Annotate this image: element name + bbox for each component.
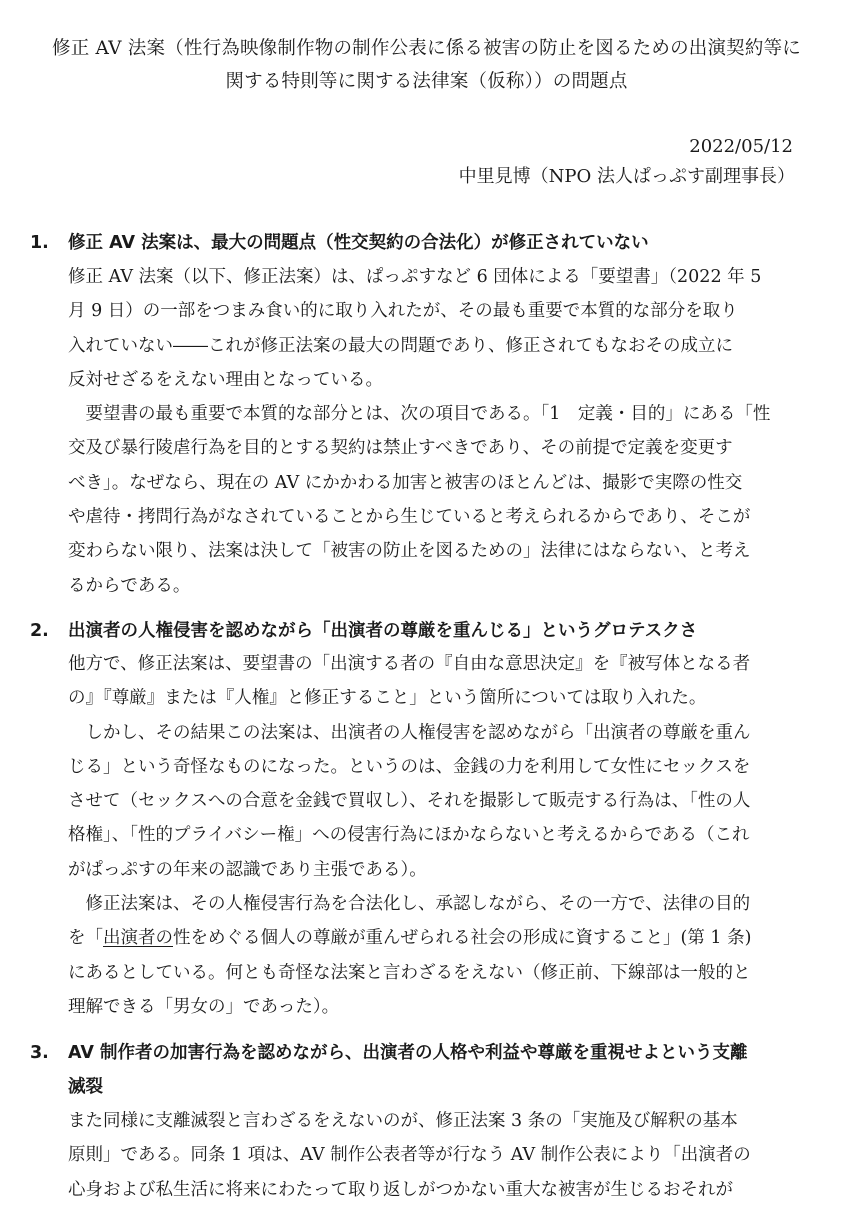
body-line: るからである。	[68, 575, 191, 596]
body-line: 交及び暴行陵虐行為を目的とする契約は禁止すべきであり、その前提で定義を変更す	[68, 438, 733, 459]
section-heading-1	[30, 226, 810, 260]
section-heading-text: 修正 AV 法案は、最大の問題点（性交契約の合法化）が修正されていない	[68, 233, 649, 253]
section-number: 3.	[30, 1043, 49, 1063]
title-line: 修正 AV 法案（性行為映像制作物の制作公表に係る被害の防止を図るための出演契約等に	[52, 38, 801, 59]
section-heading-text: AV 制作者の加害行為を認めながら、出演者の人格や利益や尊厳を重視せよという支離	[68, 1043, 748, 1063]
section-body-1	[68, 260, 796, 603]
body-line: 心身および私生活に将来にわたって取り返しがつかない重大な被害が生じるおそれが	[68, 1179, 733, 1200]
body-line: また同様に支離滅裂と言わざるをえないのが、修正法案 3 条の「実施及び解釈の基本	[68, 1111, 738, 1131]
section-heading-text: 出演者の人権侵害を認めながら「出演者の尊厳を重んじる」というグロテスクさ	[68, 621, 698, 641]
section-heading-text: 滅裂	[68, 1077, 103, 1097]
document-date: 2022/05/12	[689, 136, 793, 157]
body-line: 入れていない――これが修正法案の最大の問題であり、修正されてもなおその成立に	[68, 335, 733, 356]
body-line: 月 9 日）の一部をつまみ食い的に取り入れたが、その最も重要で本質的な部分を取り	[68, 301, 738, 322]
body-line: 修正法案は、その人権侵害行為を合法化し、承認しながら、その一方で、法律の目的	[68, 894, 751, 915]
section-heading-2	[30, 614, 810, 648]
body-line: 理解できる「男女の」であった）。	[68, 996, 340, 1017]
document-author: 中里見博（NPO 法人ぱっぷす副理事長）	[458, 166, 795, 187]
body-line: や虐待・拷問行為がなされていることから生じていると考えられるからであり、そこが	[68, 507, 751, 528]
body-line: させて（セックスへの合意を金銭で買収し）、それを撮影して販売する行為は、「性の人	[68, 791, 751, 812]
body-line: 修正 AV 法案（以下、修正法案）は、ぱっぷすなど 6 団体による「要望書」（2022 年 5	[68, 267, 762, 287]
underlined-phrase: 出演者の	[103, 928, 173, 949]
body-line-with-underline: を「出演者の性をめぐる個人の尊厳が重んぜられる社会の形成に資すること」(第 1 条)	[68, 928, 752, 949]
section-number: 2.	[30, 621, 49, 641]
body-line: にあるとしている。何とも奇怪な法案と言わざるをえない（修正前、下線部は一般的と	[68, 962, 751, 983]
body-line: 他方で、修正法案は、要望書の「出演する者の『自由な意思決定』を『被写体となる者	[68, 654, 751, 674]
section-body-3	[68, 1104, 796, 1207]
body-line: 反対せざるをえない理由となっている。	[68, 369, 383, 390]
body-line: しかし、その結果この法案は、出演者の人権侵害を認めながら「出演者の尊厳を重ん	[68, 722, 751, 743]
section-number: 1.	[30, 233, 49, 253]
body-line: 要望書の最も重要で本質的な部分とは、次の項目である。「1 定義・目的」にある「性	[68, 404, 771, 425]
body-line: 原則」である。同条 1 項は、AV 制作公表者等が行なう AV 制作公表により「出演者の	[68, 1145, 751, 1166]
body-line: がぱっぷすの年来の認識であり主張である）。	[68, 859, 427, 880]
section-heading-3	[30, 1036, 810, 1104]
body-line: 格権」、「性的プライバシー権」への侵害行為にほかならないと考えるからである（これ	[68, 825, 750, 846]
section-body-2	[68, 647, 796, 1024]
body-line: 変わらない限り、法案は決して「被害の防止を図るための」法律にはならない、と考え	[68, 541, 751, 562]
body-line: じる」という奇怪なものになった。というのは、金銭の力を利用して女性にセックスを	[68, 756, 751, 777]
document-title	[30, 32, 823, 98]
body-line: べき」。なぜなら、現在の AV にかかわる加害と被害のほとんどは、撮影で実際の性交	[68, 472, 743, 493]
body-line: の』『尊厳』または『人権』と修正すること」という箇所については取り入れた。	[68, 688, 707, 709]
title-line: 関する特則等に関する法律案（仮称））の問題点	[225, 71, 628, 92]
